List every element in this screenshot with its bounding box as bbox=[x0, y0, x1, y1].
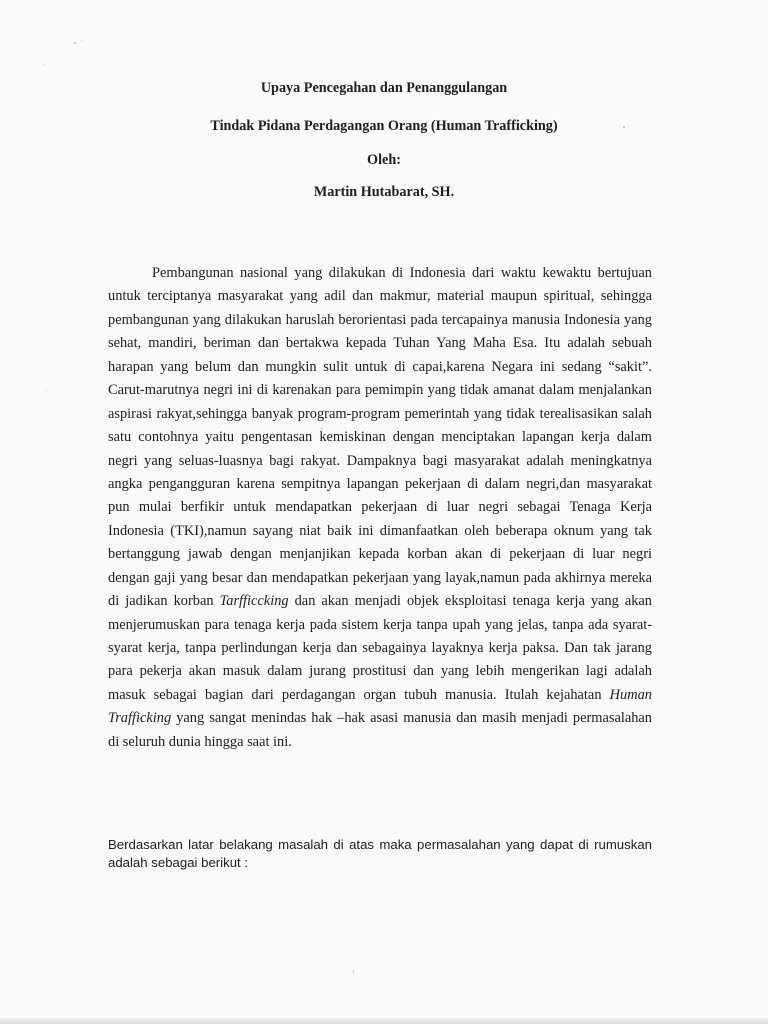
paragraph-line: Indonesia (TKI),namun sayang niat baik ini dimanfaatkan oleh beberapa oknum yang tak bbox=[108, 522, 652, 539]
paragraph-line: di seluruh dunia hingga saat ini. bbox=[108, 733, 292, 750]
paragraph-line: bertanggung jawab dengan menjanjikan kepada korban akan di pekerjaan di luar negri bbox=[108, 546, 652, 563]
paragraph-line: para pekerja akan masuk dalam jurang prostitusi dan yang lebih mengerikan lagi adalah bbox=[108, 663, 652, 680]
paragraph-line: sehat, mandiri, beriman dan bertakwa kepada Tuhan Yang Maha Esa. Itu adalah sebuah bbox=[108, 335, 652, 352]
scan-speck bbox=[46, 390, 47, 391]
conclusion-line: Berdasarkan latar belakang masalah di atas maka permasalahan yang dapat di rumuskan bbox=[108, 837, 652, 852]
paragraph-line: satu contohnya yaitu pengentasan kemiskinan dengan menciptakan lapangan kerja dalam bbox=[108, 429, 652, 446]
paragraph-line bbox=[108, 707, 652, 730]
paragraph-line: menjerumuskan para tenaga kerja pada sistem kerja tanpa upah yang jelas, tanpa ada syarat- bbox=[108, 616, 652, 633]
scan-speck bbox=[353, 970, 354, 973]
paragraph-line: harapan yang belum dan mungkin sulit untuk di capai,karena Negara ini sedang “sakit”. bbox=[108, 358, 652, 375]
body-paragraph bbox=[108, 262, 652, 754]
text-run: dan akan menjadi objek eksploitasi tenaga kerja yang akan bbox=[288, 593, 652, 610]
text-run: yang sangat menindas hak –hak asasi manusia dan masih menjadi permasalahan bbox=[171, 710, 652, 727]
scan-bottom-edge bbox=[0, 1018, 768, 1024]
document-title-line-2: Tindak Pidana Perdagangan Orang (Human Trafficking) bbox=[210, 118, 558, 134]
paragraph-line: dengan gaji yang besar dan mendapatkan pekerjaan yang layak,namun pada akhirnya mereka bbox=[108, 569, 652, 586]
scan-speck bbox=[81, 40, 82, 41]
paragraph-line: Carut-marutnya negri ini di karenakan para pemimpin yang tidak amanat dalam menjalankan bbox=[108, 382, 652, 399]
paragraph-line bbox=[108, 684, 652, 707]
paragraph-line: aspirasi rakyat,sehingga banyak program-program pemerintah yang tidak terealisasikan salah bbox=[108, 405, 652, 422]
paragraph-line: Pembangunan nasional yang dilakukan di Indonesia dari waktu kewaktu bertujuan bbox=[152, 265, 652, 281]
author-name: Martin Hutabarat, SH. bbox=[313, 184, 455, 200]
paragraph-line: pembangunan yang dilakukan haruslah berorientasi pada tercapainya manusia Indonesia yang bbox=[108, 311, 652, 328]
author-label: Oleh: bbox=[367, 152, 401, 168]
paragraph-line: negri yang seluas-luasnya bagi rakyat. Dampaknya bagi masyarakat adalah meningkatnya bbox=[108, 452, 652, 469]
paragraph-line: pun mulai berfikir untuk mendapatkan pekerjaan di luar negri sebagai Tenaga Kerja bbox=[108, 499, 652, 516]
paragraph-line: untuk terciptanya masyarakat yang adil dan makmur, material maupun spiritual, sehingga bbox=[108, 288, 652, 305]
italic-term: Tarfficcking bbox=[219, 593, 289, 610]
paragraph-line: angka pengangguran karena sempitnya lapangan pekerjaan di dalam negri,dan masyarakat bbox=[108, 475, 652, 492]
scan-speck bbox=[44, 64, 45, 65]
text-run: masuk sebagai bagian dari perdagangan organ tubuh manusia. Itulah kejahatan bbox=[108, 686, 610, 703]
italic-term: Trafficking bbox=[108, 710, 172, 727]
paragraph-line bbox=[108, 590, 652, 613]
document-title-line-1: Upaya Pencegahan dan Penanggulangan bbox=[260, 80, 508, 96]
conclusion-paragraph bbox=[108, 836, 652, 872]
conclusion-line: adalah sebagai berikut : bbox=[108, 855, 249, 870]
scan-speck bbox=[74, 42, 76, 44]
scan-speck bbox=[623, 126, 625, 128]
italic-term: Human bbox=[609, 686, 652, 703]
paragraph-line: syarat kerja, tanpa perlindungan kerja dan sebagainya layaknya kerja paksa. Dan tak jarang bbox=[108, 640, 652, 656]
text-run: di jadikan korban bbox=[108, 593, 220, 610]
